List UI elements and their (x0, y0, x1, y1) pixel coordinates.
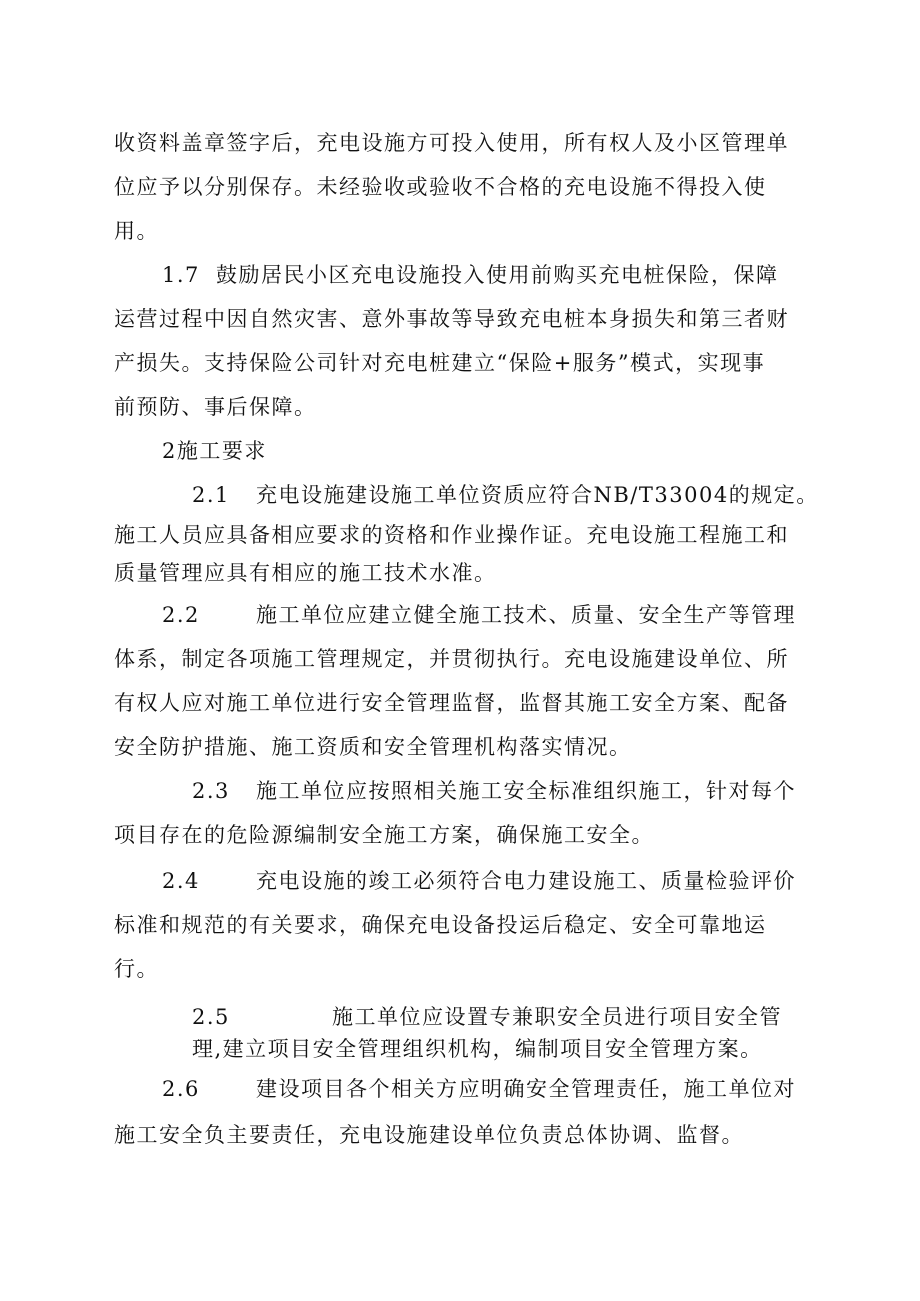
text-line: 施工人员应具备相应要求的资格和作业操作证。充电设施工程施工和 (114, 523, 789, 547)
text-line: 充电设施建设施工单位资质应符合NB/T33004的规定。 (256, 483, 819, 507)
clause-number: 2.1 (192, 483, 230, 507)
text-line: 施工单位应建立健全施工技术、质量、安全生产等管理 (256, 603, 796, 627)
text-line: 体系，制定各项施工管理规定，并贯彻执行。充电设施建设单位、所 (114, 647, 789, 671)
text-line: 理,建立项目安全管理组织机构，编制项目安全管理方案。 (192, 1037, 763, 1061)
clause-number: 2.4 (162, 869, 200, 893)
text-line: 行。 (114, 957, 159, 981)
text-line: 运营过程中因自然灾害、意外事故等导致充电桩本身损失和第三者财 (114, 307, 789, 331)
text-line: 用。 (114, 219, 159, 243)
section-heading: 2施工要求 (162, 439, 267, 463)
text-line: 收资料盖章签字后，充电设施方可投入使用，所有权人及小区管理单 (114, 131, 789, 155)
clause-number: 1.7 (162, 263, 200, 287)
text-line: 有权人应对施工单位进行安全管理监督，监督其施工安全方案、配备 (114, 691, 789, 715)
text-line: 鼓励居民小区充电设施投入使用前购买充电桩保险，保障 (216, 263, 779, 287)
clause-number: 2.6 (162, 1077, 200, 1101)
text-line: 施工安全负主要责任，充电设施建设单位负责总体协调、监督。 (114, 1123, 744, 1147)
clause-number: 2.2 (162, 603, 200, 627)
text-line: 安全防护措施、施工资质和安全管理机构落实情况。 (114, 735, 632, 759)
text-line: 位应予以分别保存。未经验收或验收不合格的充电设施不得投入使 (114, 175, 767, 199)
text-line: 产损失。支持保险公司针对充电桩建立“保险+服务”模式，实现事 (114, 351, 766, 375)
text-line: 施工单位应按照相关施工安全标准组织施工，针对每个 (256, 779, 796, 803)
text-line: 标准和规范的有关要求，确保充电设备投运后稳定、安全可靠地运 (114, 913, 767, 937)
text-line: 项目存在的危险源编制安全施工方案，确保施工安全。 (114, 823, 654, 847)
text-line: 充电设施的竣工必须符合电力建设施工、质量检验评价 (256, 869, 796, 893)
text-line: 施工单位应设置专兼职安全员进行项目安全管 (332, 1005, 782, 1029)
text-line: 前预防、事后保障。 (114, 395, 317, 419)
clause-number: 2.3 (192, 779, 230, 803)
text-line: 质量管理应具有相应的施工技术水准。 (114, 561, 497, 585)
clause-number: 2.5 (192, 1005, 230, 1029)
text-line: 建设项目各个相关方应明确安全管理责任，施工单位对 (256, 1077, 796, 1101)
